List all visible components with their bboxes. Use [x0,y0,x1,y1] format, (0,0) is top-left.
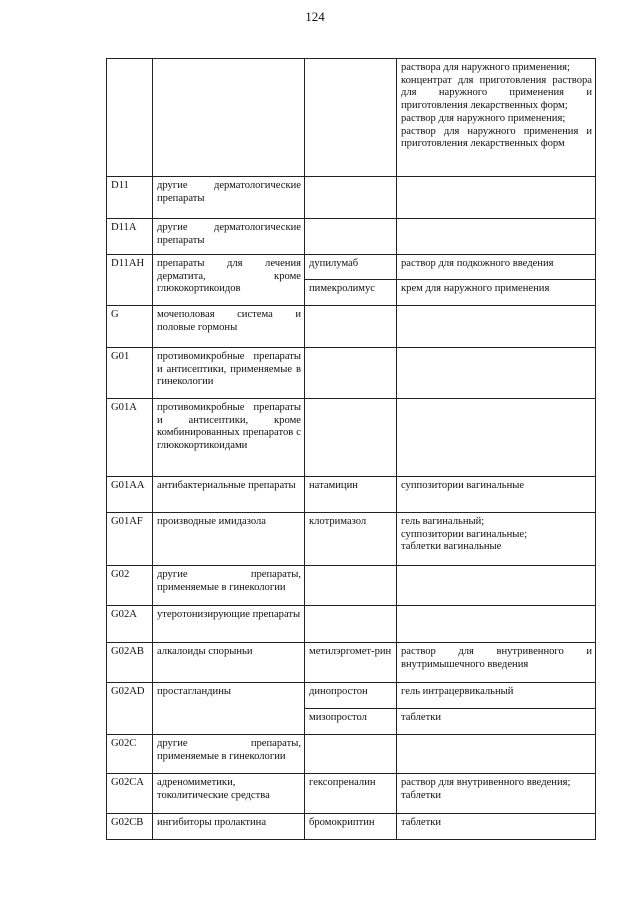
atc-code-cell: G02A [107,606,153,643]
dosage-forms-cell [397,709,596,735]
drug-name-cell: натамицин [305,477,397,513]
dosage-form-line: раствор для наружного применения; [401,112,566,124]
atc-code-cell: G01AF [107,513,153,566]
dosage-forms-cell [397,177,596,219]
table-row [107,59,596,177]
drug-name-cell: метилэргомет-рин [305,643,397,683]
dosage-forms-cell [397,606,596,643]
dosage-form-line: раствор для наружного применения и приготовления лекарственных форм [401,125,592,150]
group-name-cell: другие препараты, применяемые в гинекологии [153,735,305,774]
table-row [107,306,596,348]
table-row [107,814,596,840]
dosage-forms-cell [397,683,596,709]
dosage-form-line: таблетки [401,789,442,801]
atc-code-cell: G02AB [107,643,153,683]
dosage-forms-cell [397,477,596,513]
dosage-form-line: раствора для наружного применения; [401,62,570,73]
dosage-form-line: раствор для внутривенного и внутримышечного введения [401,646,592,670]
dosage-form-line: концентрат для приготовления раствора для наружного применения и приготовления лекарственных форм; [401,74,592,112]
drug-name-cell [305,348,397,399]
group-name-cell: противомикробные препараты и антисептики, кроме комбинированных препаратов с глюкокортикоидами [153,399,305,477]
dosage-forms-cell [397,219,596,255]
drug-name-cell: бромокриптин [305,814,397,840]
table-row [107,774,596,814]
table-row [107,566,596,606]
dosage-form-line: крем для наружного применения [401,283,550,294]
atc-code-cell [107,59,153,177]
table-row [107,683,596,709]
group-name-cell [153,59,305,177]
atc-code-cell: D11AH [107,255,153,306]
group-name-cell: алкалоиды спорыньи [153,643,305,683]
group-name-cell: противомикробные препараты и антисептики, применяемые в гинекологии [153,348,305,399]
group-name-cell: простагландины [153,683,305,735]
drug-name-cell [305,566,397,606]
table-row [107,219,596,255]
drug-name-cell [305,177,397,219]
dosage-form-line: суппозитории вагинальные [401,480,525,491]
drug-name-cell: дупилумаб [305,255,397,280]
table-row [107,255,596,280]
dosage-forms-cell [397,774,596,814]
atc-code-cell: G02CA [107,774,153,814]
dosage-forms-cell [397,566,596,606]
dosage-form-line: таблетки [401,712,442,723]
atc-code-cell: G02C [107,735,153,774]
drug-name-cell [305,306,397,348]
drug-name-cell: мизопростол [305,709,397,735]
table-row [107,477,596,513]
group-name-cell: другие препараты, применяемые в гинекологии [153,566,305,606]
group-name-cell: препараты для лечения дерматита, кроме глюкокортикоидов [153,255,305,306]
dosage-forms-cell [397,814,596,840]
dosage-forms-cell [397,735,596,774]
atc-code-cell: G02 [107,566,153,606]
table-row [107,606,596,643]
drug-name-cell [305,735,397,774]
table-row [107,399,596,477]
group-name-cell: мочеполовая система и половые гормоны [153,306,305,348]
dosage-form-line: гель интрацервикальный [401,686,514,697]
dosage-form-line: гель вагинальный; [401,516,485,527]
dosage-form-line: таблетки вагинальные [401,541,502,553]
dosage-forms-cell [397,280,596,306]
dosage-form-line: раствор для внутривенного введения; [401,777,571,788]
drug-name-cell [305,399,397,477]
group-name-cell: другие дерматологические препараты [153,177,305,219]
table-row [107,513,596,566]
dosage-forms-cell [397,399,596,477]
dosage-form-line: раствор для подкожного введения [401,258,554,269]
atc-code-cell: G01 [107,348,153,399]
atc-code-cell: G01AA [107,477,153,513]
atc-code-cell: G01A [107,399,153,477]
atc-code-cell: D11 [107,177,153,219]
atc-code-cell: G02AD [107,683,153,735]
dosage-form-line: суппозитории вагинальные; [401,528,528,540]
dosage-forms-cell [397,513,596,566]
table-row [107,177,596,219]
dosage-form-line: таблетки [401,817,442,828]
drug-name-cell: клотримазол [305,513,397,566]
group-name-cell: производные имидазола [153,513,305,566]
atc-code-cell: G [107,306,153,348]
atc-drug-table [106,58,596,840]
group-name-cell: утеротонизирующие препараты [153,606,305,643]
table-row [107,348,596,399]
table-row [107,643,596,683]
drug-name-cell: динопростон [305,683,397,709]
drug-name-cell [305,606,397,643]
drug-name-cell [305,219,397,255]
atc-code-cell: G02CB [107,814,153,840]
drug-name-cell: пимекролимус [305,280,397,306]
dosage-forms-cell [397,255,596,280]
atc-code-cell: D11A [107,219,153,255]
group-name-cell: антибактериальные препараты [153,477,305,513]
drug-name-cell [305,59,397,177]
group-name-cell: адреномиметики, токолитические средства [153,774,305,814]
page-number: 124 [305,9,325,24]
dosage-forms-cell [397,306,596,348]
group-name-cell: ингибиторы пролактина [153,814,305,840]
dosage-forms-cell [397,643,596,683]
dosage-forms-cell [397,348,596,399]
table-row [107,735,596,774]
group-name-cell: другие дерматологические препараты [153,219,305,255]
drug-name-cell: гексопреналин [305,774,397,814]
dosage-forms-cell [397,59,596,177]
